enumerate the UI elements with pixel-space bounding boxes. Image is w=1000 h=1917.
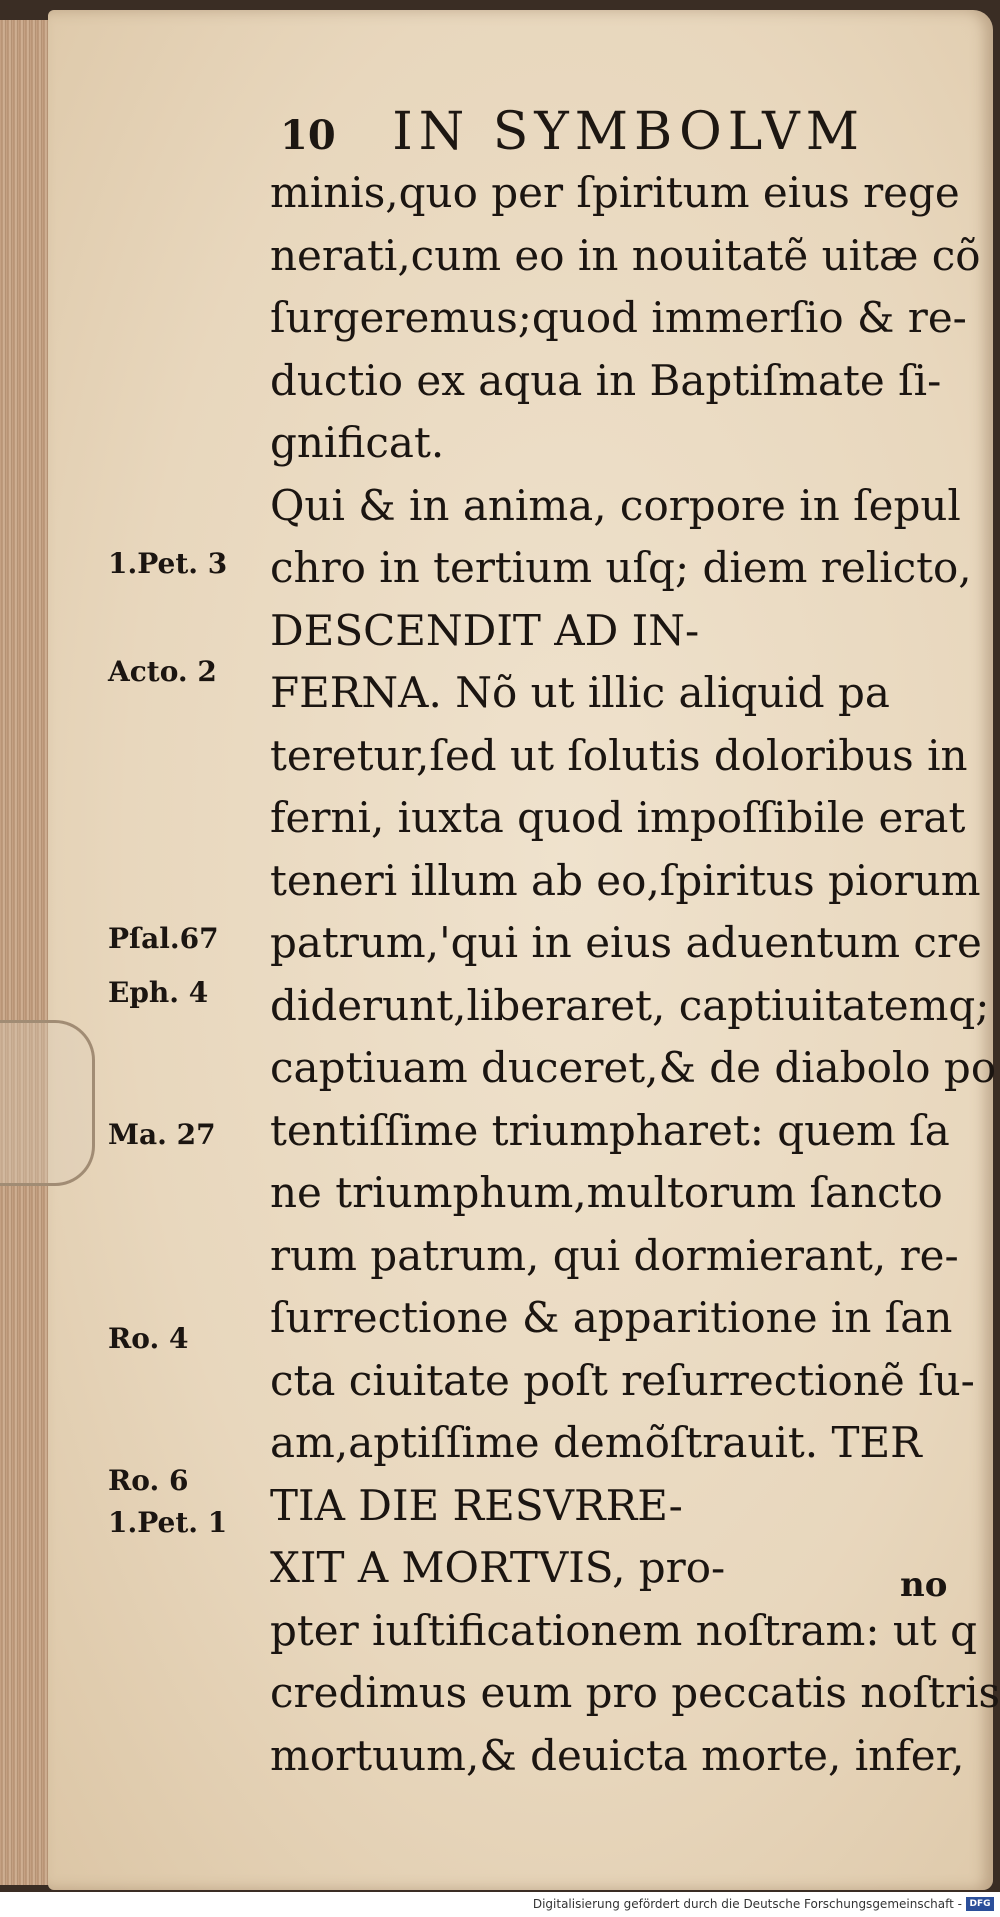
text-line: ferni, iuxta quod impoſſibile erat bbox=[270, 793, 966, 842]
text-line: tentiſſime triumpharet: quem ſa bbox=[270, 1105, 950, 1155]
text-line: ſurgeremus;quod immerſio & re- bbox=[270, 293, 967, 342]
text-line: pter iuſtificationem noſtram: ut q bbox=[270, 1605, 978, 1655]
text-line: ſurrectione & apparitione in ſan bbox=[270, 1293, 953, 1342]
page-number: 10 bbox=[280, 112, 336, 159]
bookmark-clip bbox=[0, 1020, 95, 1186]
margin-note: Ro. 4 bbox=[108, 1322, 189, 1355]
margin-note: Ma. 27 bbox=[108, 1118, 216, 1151]
text-line: am,aptiſſime demõſtrauit. TER bbox=[270, 1418, 922, 1467]
text-line: patrum,'qui in eius aduentum cre bbox=[270, 918, 982, 967]
running-head-title: IN SYMBOLVM bbox=[392, 102, 865, 162]
margin-note: Ro. 6 bbox=[108, 1464, 189, 1497]
text-line: gnificat. bbox=[270, 418, 445, 467]
text-line: ne triumphum,multorum ſancto bbox=[270, 1168, 943, 1217]
text-line: rum patrum, qui dormierant, re- bbox=[270, 1230, 959, 1280]
text-line: nerati,cum eo in nouitatẽ uitæ cõ bbox=[270, 230, 981, 280]
text-line: ductio ex aqua in Baptiſmate ſi- bbox=[270, 355, 942, 405]
text-line: Qui & in anima, corpore in ſepul bbox=[270, 480, 961, 530]
main-text-block bbox=[270, 162, 1000, 1787]
text-line: cta ciuitate poſt reſurrectionẽ ſu- bbox=[270, 1355, 975, 1405]
text-line: teneri illum ab eo,ſpiritus piorum bbox=[270, 855, 981, 905]
text-line: teretur,ſed ut ſolutis doloribus in bbox=[270, 730, 968, 780]
running-header bbox=[280, 102, 865, 162]
text-line: credimus eum pro peccatis noſtris bbox=[270, 1668, 1000, 1717]
text-line: XIT A MORTVIS, pro- bbox=[270, 1543, 726, 1592]
text-line: minis,quo per ſpiritum eius rege bbox=[270, 168, 960, 217]
text-line: FERNA. Nõ ut illic aliquid pa bbox=[270, 668, 890, 717]
text-line: DESCENDIT AD IN- bbox=[270, 605, 700, 655]
margin-note: Pſal.67 bbox=[108, 922, 219, 955]
digitization-credit: Digitalisierung gefördert durch die Deutsche Forschungsgemeinschaft - bbox=[532, 1897, 962, 1911]
text-line: TIA DIE RESVRRE- bbox=[270, 1480, 683, 1530]
text-line: diderunt,liberaret, captiuitatemq; bbox=[270, 980, 990, 1030]
text-line: chro in tertium uſq; diem relicto, bbox=[270, 543, 972, 592]
margin-note: 1.Pet. 1 bbox=[108, 1506, 228, 1539]
text-line: mortuum,& deuicta morte, infer, bbox=[270, 1730, 965, 1780]
text-line: captiuam duceret,& de diabolo po bbox=[270, 1043, 997, 1092]
margin-note: Eph. 4 bbox=[108, 976, 209, 1009]
margin-note: Acto. 2 bbox=[108, 655, 217, 688]
catchword: no bbox=[900, 1565, 948, 1605]
margin-note: 1.Pet. 3 bbox=[108, 547, 228, 580]
dfg-logo: DFG bbox=[966, 1897, 994, 1911]
